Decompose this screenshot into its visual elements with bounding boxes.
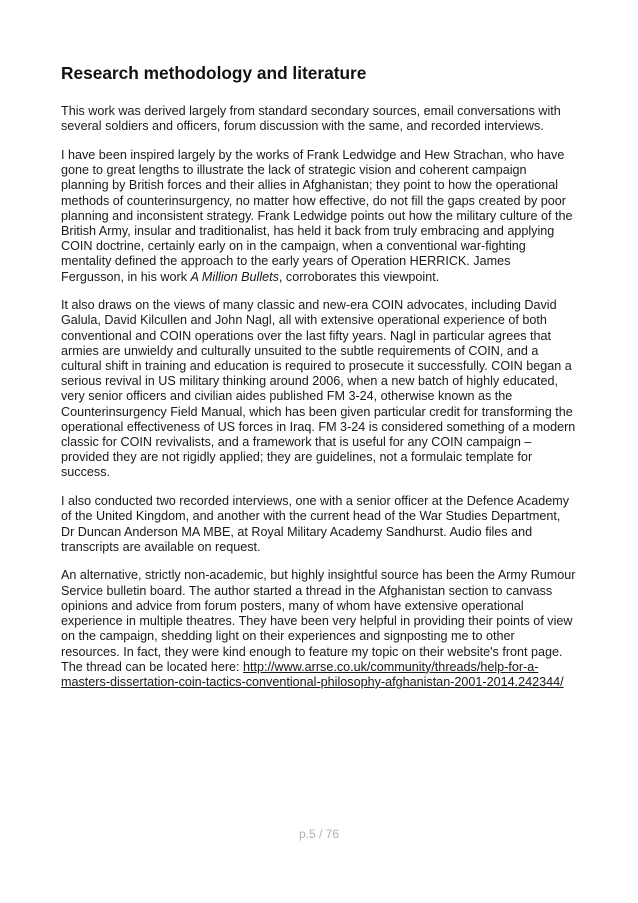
page-content [61,62,576,704]
forum-thread-link[interactable]: http://www.arrse.co.uk/community/threads/help-for-a-masters-dissertation-coin-tactics-conventional-philosophy-afghanistan-2001-2014.242344/ [61,659,564,689]
page-number: p.5 / 76 [298,827,340,841]
paragraph-inspiration-text: I have been inspired largely by the works of Frank Ledwidge and Hew Strachan, who have gone to great lengths to illustrate the lack of strategic vision and coherent campaign planning by British forces and their allies in Afghanistan; they point to how the operational methods of counterinsurgency, no matter how effective, do not fill the gaps created by poor planning and inconsistent strategy. Frank Ledwidge points out how the military culture of the British Army, insular and traditionalist, has held it back from truly embracing and applying COIN doctrine, certainly early on in the campaign, when a conventional war-fighting mentality defined the approach to the early years of Operation HERRICK. James Fergusson, in his work [61,147,573,284]
section-heading: Research methodology and literature [61,63,367,83]
book-title: A Million Bullets [190,269,279,284]
paragraph-interviews: I also conducted two recorded interviews, one with a senior officer at the Defence Academy of the United Kingdom, and another with the current head of the War Studies Department, Dr Duncan Anderson MA MBE, at Royal Military Academy Sandhurst. Audio files and transcripts are available on request. [61,494,569,554]
paragraph-inspiration [61,148,576,285]
paragraph-inspiration-end: , corroborates this viewpoint. [278,269,440,284]
paragraph-forum-source [61,568,576,690]
paragraph-coin-advocates: It also draws on the views of many classic and new-era COIN advocates, including David Galula, David Kilcullen and John Nagl, all with extensive operational experience of both conventional and COIN operations over the last fifty years. Nagl in particular agrees that armies are unwieldy and culturally unsuited to the subtle requirements of COIN, and a cultural shift in training and education is required to prosecute it successfully. COIN began a serious revival in US military thinking around 2006, when a new batch of highly educated, very senior officers and civilian aides published FM 3-24, otherwise known as the Counterinsurgency Field Manual, which has been given particular credit for transforming the operational effectiveness of US forces in Iraq. FM 3-24 is considered something of a modern classic for COIN revivalists, and a framework that is useful for any COIN campaign – provided they are not rigidly applied; they are guidelines, not a formulaic template for success. [61,298,576,480]
paragraph-sources: This work was derived largely from standard secondary sources, email conversations with several soldiers and officers, forum discussion with the same, and recorded interviews. [61,104,561,134]
paragraph-forum-text: An alternative, strictly non-academic, but highly insightful source has been the Army Rumour Service bulletin board. The author started a thread in the Afghanistan section to canvass opinions and advice from forum posters, many of whom have extensive operational experience in multiple theatres. They have been very helpful in providing their points of view on the campaign, shedding light on their experiences and signposting me to other resources. In fact, they were kind enough to feature my topic on their website's front page. The thread can be located here: [61,568,576,674]
